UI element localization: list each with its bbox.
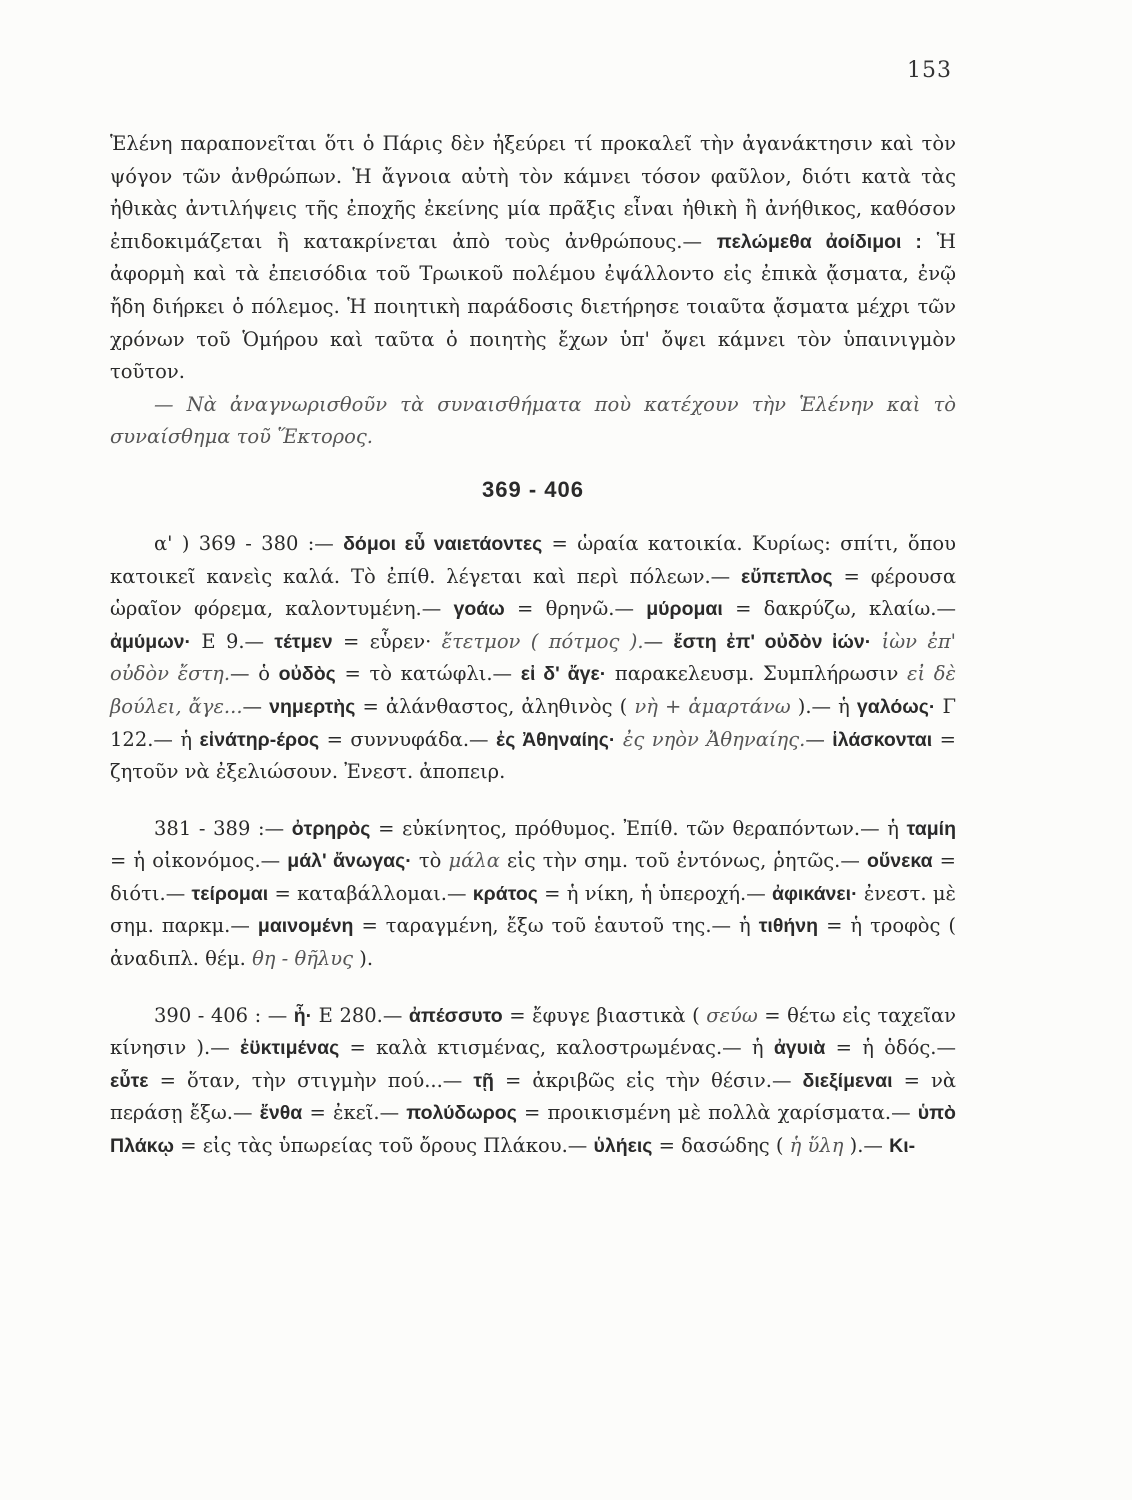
glossary-term: τιθήνη	[758, 915, 819, 938]
commentary-sections	[110, 528, 956, 1163]
text-run: παρακελευσμ. Συμπλήρωσιν	[606, 662, 907, 686]
text-run: 381 - 389 :—	[154, 816, 292, 840]
text-run: = εὗρεν·	[332, 629, 442, 653]
glossary-term: διεξίμεναι	[802, 1069, 893, 1092]
text-run: = καλὰ κτισμένας, καλοστρωμένας.— ἡ	[339, 1036, 774, 1060]
glossary-term: ὀτρηρὸς	[291, 817, 371, 840]
glossary-term: κράτος	[472, 882, 538, 905]
glossary-term: γοάω	[453, 598, 505, 621]
glossary-term: εἰνάτηρ-έρος	[199, 728, 320, 751]
text-run: = ὅταν, τὴν στιγμὴν πού...—	[148, 1068, 474, 1092]
text-run: = ζητοῦν νὰ ἐξελιώσουν. Ἐνεστ. ἀποπειρ.	[110, 727, 957, 784]
text-run	[615, 728, 622, 751]
glossary-term: δόμοι εὖ ναιετάοντες	[343, 532, 543, 555]
text-run: = φέρουσα ὡραῖον φόρεμα, καλοντυμένη.—	[110, 564, 956, 621]
text-run: —	[643, 629, 674, 653]
italic-gloss: σεύω	[706, 1003, 758, 1027]
glossary-term: ἐς Ἀθηναίης·	[496, 728, 616, 751]
glossary-term: πολύδωρος	[406, 1102, 517, 1125]
italic-gloss: ἡ ὕλη	[789, 1134, 844, 1158]
text-run: = συννυφάδα.—	[319, 727, 497, 751]
text-run: = δακρύζω, κλαίω.—	[722, 597, 956, 621]
glossary-term: ταμίη	[906, 817, 956, 840]
text-run: = προικισμένη μὲ πολλὰ χαρίσματα.—	[516, 1101, 918, 1125]
italic-gloss: ἐς νηὸν Ἀθηναίης.	[622, 727, 806, 751]
glossary-term: εὖτε	[110, 1069, 149, 1092]
glossary-term: νημερτὴς	[269, 695, 356, 718]
glossary-term: ὑλήεις	[593, 1135, 653, 1158]
italic-gloss: μάλα	[448, 849, 500, 873]
text-run: = ἀκριβῶς εἰς τὴν θέσιν.—	[493, 1068, 803, 1092]
glossary-term: τέτμεν	[274, 630, 333, 653]
text-run: ἐνεστ. μὲ σημ. παρκμ.—	[110, 881, 956, 938]
text-run: Ε 9.—	[191, 629, 275, 653]
text-run: Γ 122.— ἡ	[110, 694, 957, 751]
text-run: = καταβάλλομαι.—	[268, 881, 473, 905]
italic-gloss: ἔτετμον ( πότμος ).	[441, 629, 644, 653]
section-heading: 369 - 406	[482, 476, 584, 502]
text-run: Ε 280.—	[312, 1003, 409, 1027]
glossary-term: εἰ δ' ἄγε·	[520, 663, 607, 686]
text-run: = θρηνῶ.—	[504, 597, 647, 621]
glossary-term: ἐϋκτιμένας	[239, 1037, 340, 1060]
glossary-term: μαινομένη	[257, 915, 354, 938]
text-run: = διότι.—	[110, 849, 956, 905]
text-run: εἰς τὴν σημ. τοῦ ἐντόνως, ῥητῶς.—	[499, 849, 867, 873]
text-run: = νὰ περάσῃ ἔξω.—	[110, 1068, 956, 1125]
text-run: = ἀλάνθαστος, ἀληθινὸς (	[355, 694, 635, 718]
text-run: = ταραγμένη, ἔξω τοῦ ἑαυτοῦ της.— ἡ	[353, 914, 759, 938]
glossary-term: ἔστη ἐπ' οὐδὸν ἰών·	[673, 630, 872, 653]
glossary-term: μύρομαι	[646, 598, 723, 621]
text-run: = τὸ κατώφλι.—	[335, 662, 521, 686]
glossary-term: εὔπεπλος	[741, 565, 833, 588]
page-body	[110, 128, 956, 1163]
glossary-term: ἱλάσκονται	[832, 728, 933, 751]
text-run: 390 - 406 : —	[154, 1003, 294, 1027]
text-run: = ἡ οἰκονόμος.—	[110, 849, 288, 873]
text-run: = δασώδης (	[652, 1134, 790, 1158]
text-run: = ἡ νίκη, ἡ ὑπεροχή.—	[537, 881, 772, 905]
glossary-term: ἀμύμων·	[110, 630, 192, 653]
text-run: = εἰς τὰς ὑπωρείας τοῦ ὄρους Πλάκου.—	[174, 1134, 594, 1158]
glossary-term: τείρομαι	[191, 882, 269, 905]
text-run: = ἡ τροφὸς ( ἀναδιπλ. θέμ.	[110, 914, 957, 971]
glossary-term: ὑπὸ Πλάκῳ	[110, 1102, 956, 1158]
text-run: = ἔφυγε βιαστικὰ (	[502, 1003, 707, 1027]
study-question: — Νὰ ἀναγνωρισθοῦν τὰ συναισθήματα ποὺ κατέχουν τὴν Ἑλένην καὶ τὸ συναίσθημα τοῦ Ἕκτορος.	[110, 392, 956, 449]
text-run: = ὡραία κατοικία. Κυρίως: σπίτι, ὅπου κατοικεῖ κανεὶς καλά. Τὸ ἐπίθ. λέγεται καὶ περὶ πόλεων.—	[110, 531, 956, 588]
commentary-section	[110, 813, 956, 976]
text-run: —	[805, 727, 833, 751]
text-run: — ὁ	[230, 662, 279, 686]
glossary-term: πελώμεθα ἀοίδιμοι :	[716, 230, 922, 253]
text-run: = θέτω εἰς ταχεῖαν κίνησιν ).—	[110, 1003, 956, 1060]
italic-gloss: ἰὼν ἐπ' οὐδὸν ἔστη.	[110, 629, 957, 686]
page-number: 153	[907, 58, 952, 83]
text-run: ).	[353, 947, 374, 971]
commentary-section	[110, 1000, 956, 1163]
intro-paragraph	[110, 128, 956, 389]
text-run: = ἡ ὁδός.—	[825, 1036, 956, 1060]
italic-gloss: θη - θῆλυς	[252, 947, 354, 971]
glossary-term: τῇ	[473, 1069, 494, 1092]
glossary-term: οὐδὸς	[278, 663, 336, 686]
glossary-term: ἀπέσσυτο	[408, 1004, 503, 1027]
text-run: ).— ἡ	[790, 694, 857, 718]
glossary-term: ἀφικάνει·	[771, 882, 858, 905]
glossary-term: ἔνθα	[259, 1102, 303, 1125]
glossary-term: γαλόως·	[856, 695, 936, 718]
text-run: τὸ	[411, 849, 449, 873]
italic-gloss: εἰ δὲ βούλει, ἄγε...	[110, 662, 956, 718]
glossary-term: ἀγυιὰ	[773, 1037, 826, 1060]
text-run: Ἑλένη παραπονεῖται ὅτι ὁ Πάρις δὲν ἠξεύρει τί προκαλεῖ τὴν ἀγανάκτησιν καὶ τὸν ψόγον τῶν ἀνθρώπων. Ἡ ἄγνοια αὐτὴ τὸν κάμνει τόσον φαῦλον, διότι κατὰ τὰς ἠθικὰς ἀντιλήψεις τῆς ἐποχῆς ἐκείνης μία πρᾶξις εἶναι ἠθικὴ ἢ ἀνήθικος, καθόσον ἐπιδοκιμάζεται ἢ κατακρίνεται ἀπὸ τοὺς ἀνθρώπους.—	[110, 132, 956, 253]
glossary-term: οὕνεκα	[866, 850, 933, 873]
italic-gloss: νὴ + ἁμαρτάνω	[634, 694, 791, 718]
text-run	[871, 630, 881, 653]
text-run: ).—	[843, 1134, 890, 1158]
text-run: Ἡ ἀφορμὴ καὶ τὰ ἐπεισόδια τοῦ Τρωικοῦ πολέμου ἐψάλλοντο εἰς ἐπικὰ ᾄσματα, ἐνῷ ἤδη διήρκει ὁ πόλεμος. Ἡ ποιητικὴ παράδοσις διετήρησε τοιαῦτα ᾄσματα μέχρι τῶν χρόνων τοῦ Ὁμήρου καὶ ταῦτα ὁ ποιητὴς ἔχων ὑπ' ὄψει κάμνει τὸν ὑπαινιγμὸν τοῦτον.	[110, 229, 956, 384]
glossary-term: Κι-	[889, 1135, 916, 1158]
text-run: α' ) 369 - 380 :—	[154, 531, 344, 555]
text-run: —	[242, 694, 270, 718]
commentary-section	[110, 528, 956, 789]
glossary-term: ἦ·	[293, 1004, 313, 1027]
text-run: = εὐκίνητος, πρόθυμος. Ἐπίθ. τῶν θεραπόντων.— ἡ	[370, 816, 907, 840]
text-run: = ἐκεῖ.—	[302, 1101, 407, 1125]
glossary-term: μάλ' ἄνωγας·	[287, 850, 412, 873]
